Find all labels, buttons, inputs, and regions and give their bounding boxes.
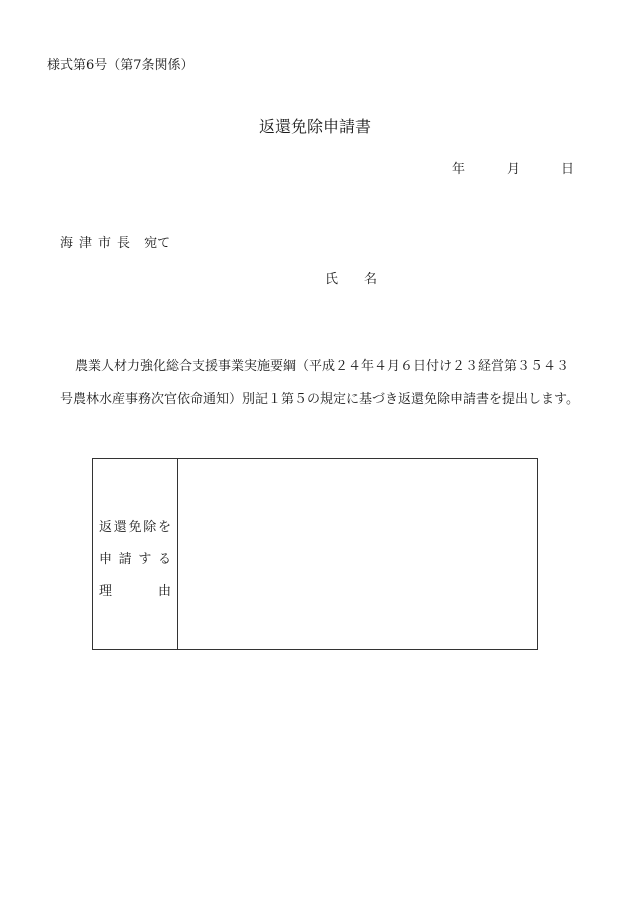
name-char: 氏 — [325, 272, 339, 287]
body-text-line-2: 号農林水産事務次官依命通知）別記１第５の規定に基づき返還免除申請書を提出します。 — [60, 392, 579, 407]
date-year-label: 年 — [452, 162, 466, 177]
name-char: 名 — [364, 272, 378, 287]
addressee — [60, 232, 170, 251]
reason-content-cell[interactable] — [178, 459, 537, 649]
label-char: 免 — [128, 520, 142, 535]
label-char: 返 — [99, 520, 113, 535]
label-char: 申 — [99, 552, 113, 567]
reason-label-line-1 — [99, 516, 171, 535]
label-char: 由 — [157, 584, 171, 599]
label-char: 理 — [99, 584, 113, 599]
addressee-suffix: 宛て — [144, 236, 171, 251]
addressee-char: 津 — [79, 236, 93, 251]
addressee-char: 市 — [98, 236, 112, 251]
addressee-char: 海 — [60, 236, 74, 251]
label-char: る — [157, 552, 171, 567]
reason-label-cell — [93, 459, 178, 649]
reason-table — [92, 458, 538, 650]
reason-label-line-3 — [99, 580, 171, 599]
form-number: 様式第6号（第7条関係） — [47, 58, 194, 73]
reason-label-line-2 — [99, 548, 171, 567]
body-text-line-1: 農業人材力強化総合支援事業実施要綱（平成２４年４月６日付け２３経営第３５４３ — [75, 359, 570, 374]
label-char: を — [157, 520, 171, 535]
label-char: 請 — [118, 552, 132, 567]
applicant-name-label — [325, 268, 377, 287]
addressee-char: 長 — [117, 236, 131, 251]
date-day-label: 日 — [561, 162, 575, 177]
label-char: 還 — [113, 520, 127, 535]
document-title: 返還免除申請書 — [258, 117, 371, 136]
label-char: す — [138, 552, 152, 567]
date-month-label: 月 — [507, 162, 521, 177]
label-char: 除 — [143, 520, 157, 535]
